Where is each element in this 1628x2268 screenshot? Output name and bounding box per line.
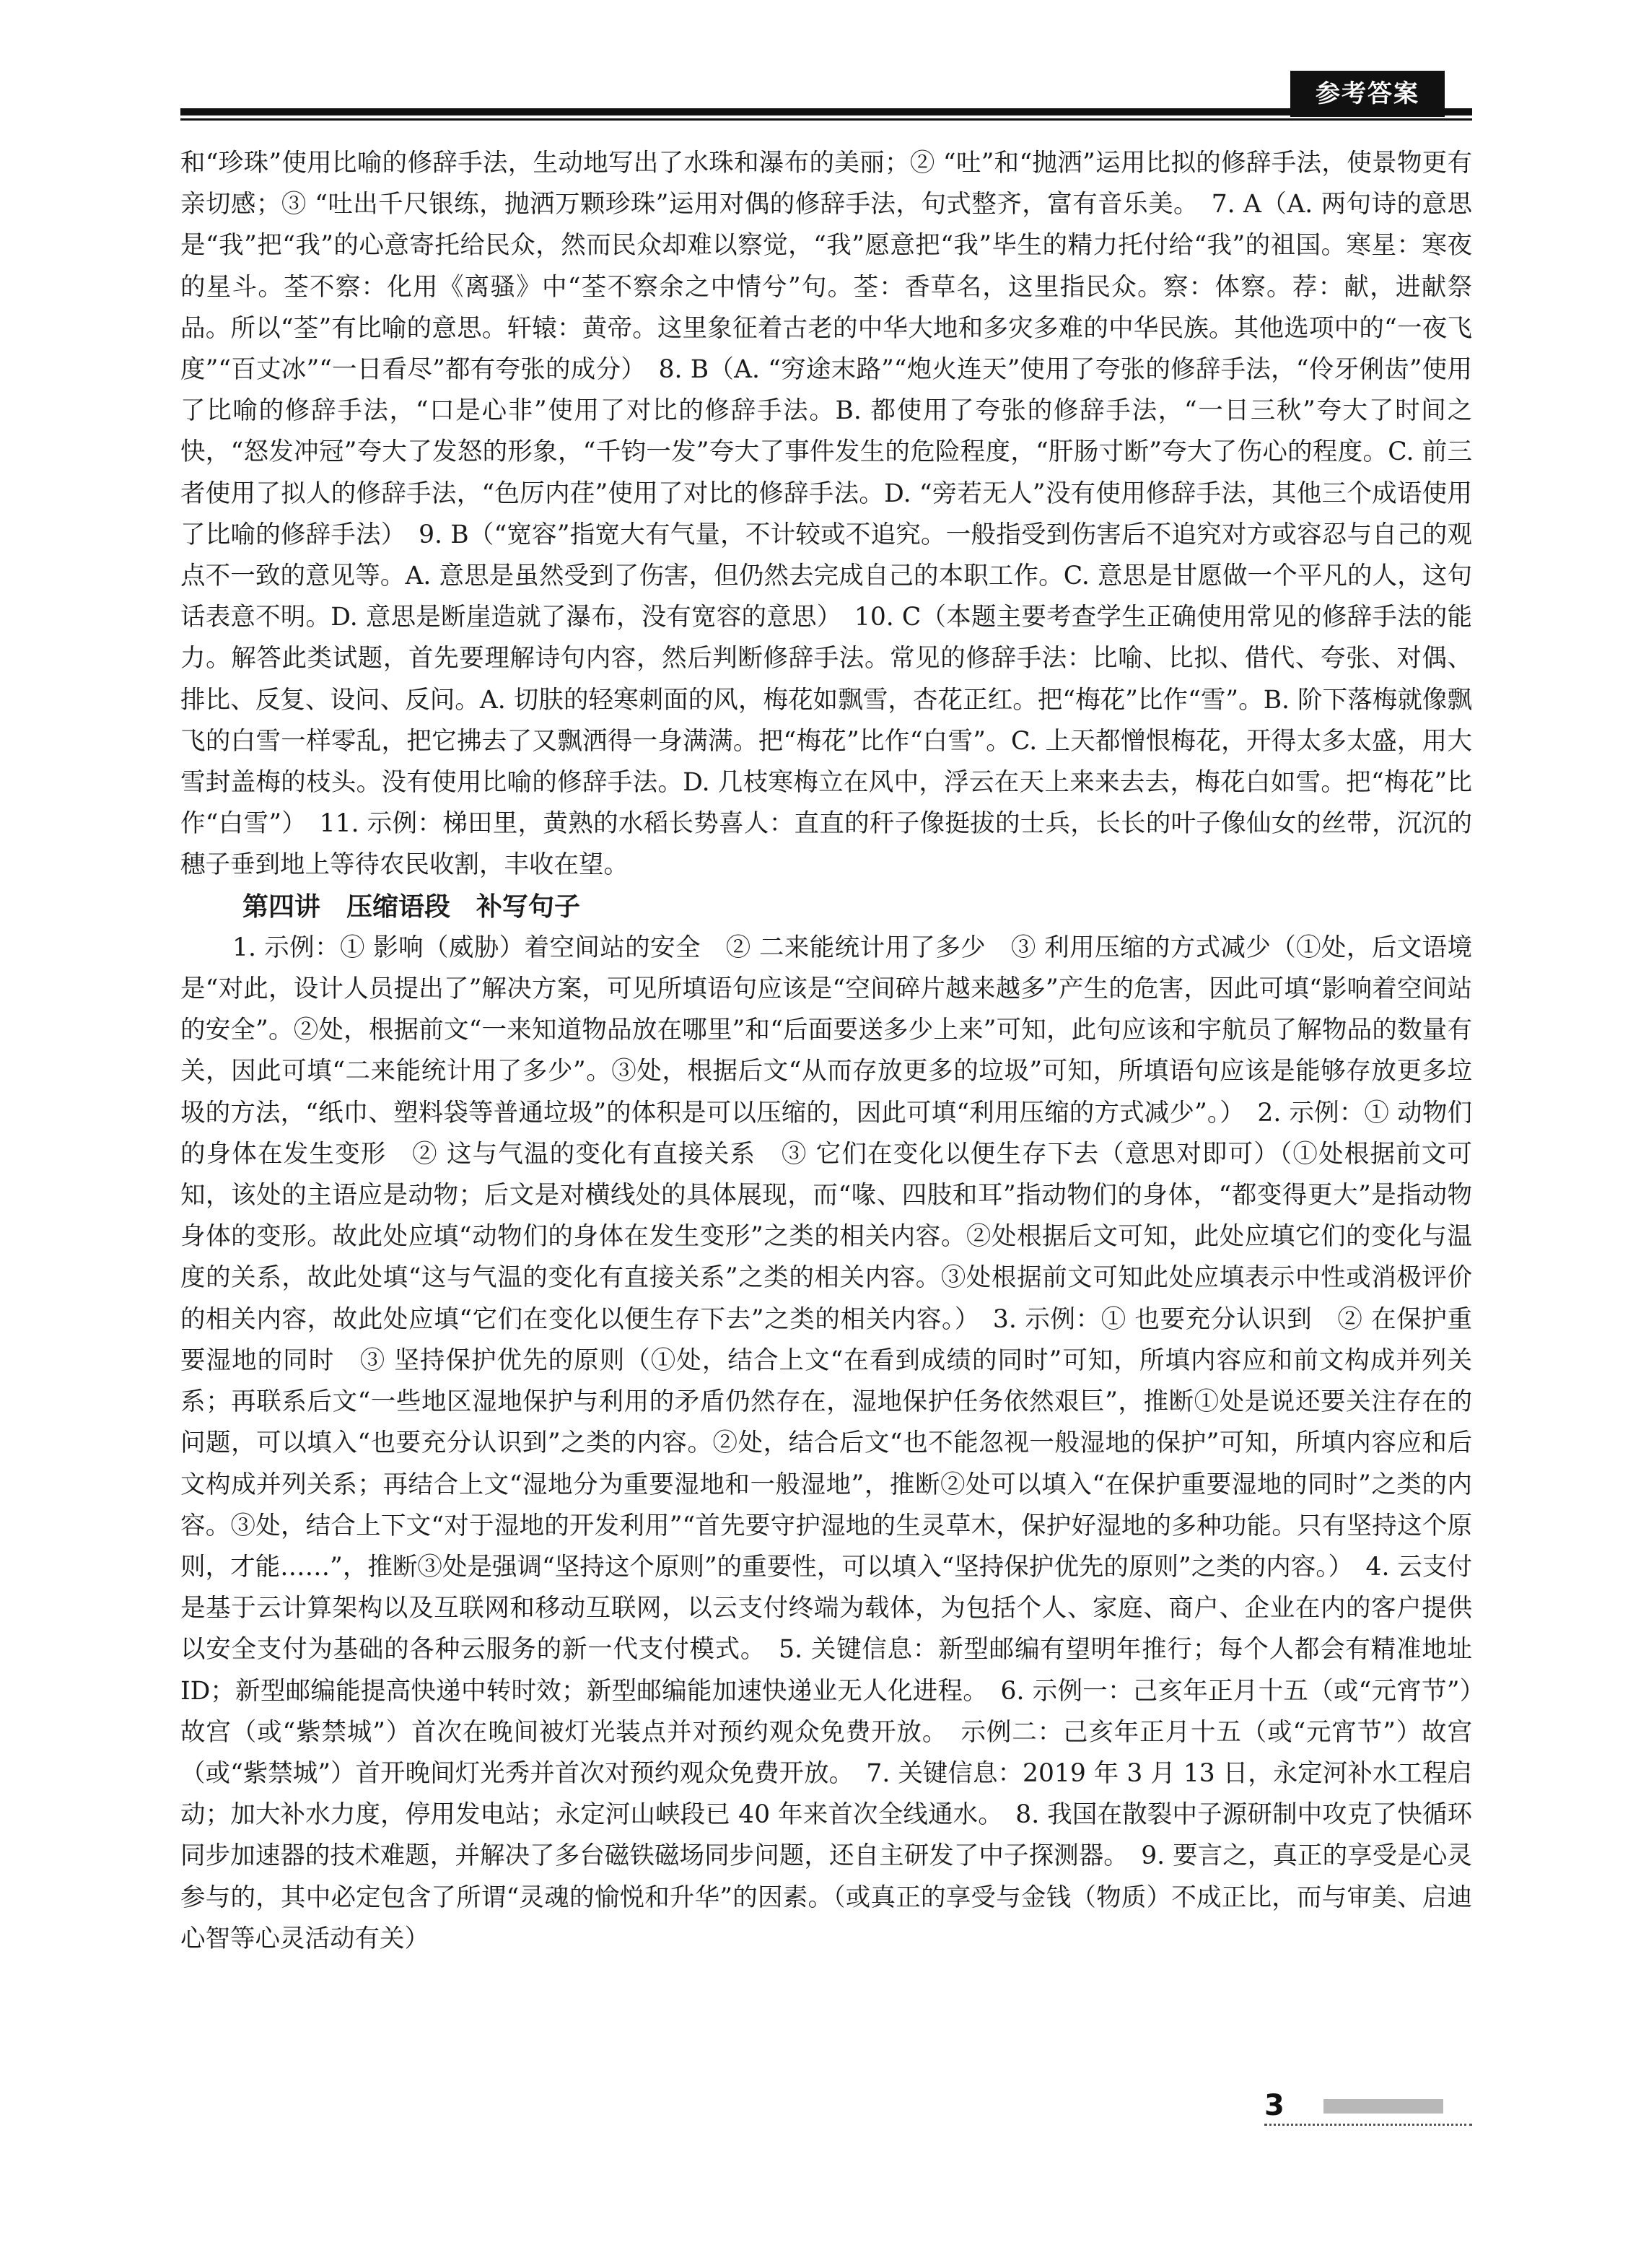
footer-dotted-rule (1264, 2124, 1472, 2126)
paragraph-lecture-4-answers: 1. 示例：① 影响（威胁）着空间站的安全 ② 二来能统计用了多少 ③ 利用压缩的方式减少（①处，后文语境是“对此，设计人员提出了”解决方案，可见所填语句应该是“空间碎片越来越多”产生的危害，因此可填“影响着空间站的安全”。②处，根据前文“一来知道物品放在哪里”和“后面要送多少上来”可知，此句应该和宇航员了解物品的数量有关，因此可填“二来能统计用了多少”。③处，根据后文“从而存放更多的垃圾”可知，所填语句应该是能够存放更多垃圾的方法，“纸巾、塑料袋等普通垃圾”的体积是可以压缩的，因此可填“利用压缩的方式减少”。） 2. 示例：① 动物们的身体在发生变形 ② 这与气温的变化有直接关系 ③ 它们在变化以便生存下去（意思对即可）（①处根据前文可知，该处的主语应是动物；后文是对横线处的具体展现，而“喙、四肢和耳”指动物们的身体，“都变得更大”是指动物身体的变形。故此处应填“动物们的身体在发生变形”之类的相关内容。②处根据后文可知，此处应填它们的变化与温度的关系，故此处填“这与气温的变化有直接关系”之类的相关内容。③处根据前文可知此处应填表示中性或消极评价的相关内容，故此处应填“它们在变化以便生存下去”之类的相关内容。） 3. 示例：① 也要充分认识到 ② 在保护重要湿地的同时 ③ 坚持保护优先的原则（①处，结合上文“在看到成绩的同时”可知，所填内容应和前文构成并列关系；再联系后文“一些地区湿地保护与利用的矛盾仍然存在，湿地保护任务依然艰巨”，推断①处是说还要关注存在的问题，可以填入“也要充分认识到”之类的内容。②处，结合后文“也不能忽视一般湿地的保护”可知，所填内容应和后文构成并列关系；再结合上文“湿地分为重要湿地和一般湿地”，推断②处可以填入“在保护重要湿地的同时”之类的内容。③处，结合上下文“对于湿地的开发利用”“首先要守护湿地的生灵草木，保护好湿地的多种功能。只有坚持这个原则，才能……”，推断③处是强调“坚持这个原则”的重要性，可以填入“坚持保护优先的原则”之类的内容。） 4. 云支付是基于云计算架构以及互联网和移动互联网，以云支付终端为载体，为包括个人、家庭、商户、企业在内的客户提供以安全支付为基础的各种云服务的新一代支付模式。 5. 关键信息：新型邮编有望明年推行；每个人都会有精准地址 ID；新型邮编能提高快递中转时效；新型邮编能加速快递业无人化进程。 6. 示例一：己亥年正月十五（或“元宵节”）故宫（或“紫禁城”）首次在晚间被灯光装点并对预约观众免费开放。 示例二：己亥年正月十五（或“元宵节”）故宫（或“紫禁城”）首开晚间灯光秀并首次对预约观众免费开放。 7. 关键信息：2019 年 3 月 13 日，永定河补水工程启动；加大补水力度，停用发电站；永定河山峡段已 40 年来首次全线通水。 8. 我国在散裂中子源研制中攻克了快循环同步加速器的技术难题，并解决了多台磁铁磁场同步问题，还自主研发了中子探测器。 9. 要言之，真正的享受是心灵参与的，其中必定包含了所谓“灵魂的愉悦和升华”的因素。（或真正的享受与金钱（物质）不成正比，而与审美、启迪心智等心灵活动有关） (180, 933, 1472, 1953)
header-answer-key-tag: 参考答案 (1290, 71, 1445, 117)
paragraph-continued-answers: 和“珍珠”使用比喻的修辞手法，生动地写出了水珠和瀑布的美丽；② “吐”和“抛洒”运用比拟的修辞手法，使景物更有亲切感；③ “吐出千尺银练，抛洒万颗珍珠”运用对偶的修辞手法，句式整齐，富有音乐美。 7. A（A. 两句诗的意思是“我”把“我”的心意寄托给民众，然而民众却难以察觉，“我”愿意把“我”毕生的精力托付给“我”的祖国。寒星：寒夜的星斗。荃不察：化用《离骚》中“荃不察余之中情兮”句。荃：香草名，这里指民众。察：体察。荐：献，进献祭品。所以“荃”有比喻的意思。轩辕：黄帝。这里象征着古老的中华大地和多灾多难的中华民族。其他选项中的“一夜飞度”“百丈冰”“一日看尽”都有夸张的成分） 8. B（A. “穷途末路”“炮火连天”使用了夸张的修辞手法，“伶牙俐齿”使用了比喻的修辞手法，“口是心非”使用了对比的修辞手法。B. 都使用了夸张的修辞手法，“一日三秋”夸大了时间之快，“怒发冲冠”夸大了发怒的形象，“千钧一发”夸大了事件发生的危险程度，“肝肠寸断”夸大了伤心的程度。C. 前三者使用了拟人的修辞手法，“色厉内荏”使用了对比的修辞手法。D. “旁若无人”没有使用修辞手法，其他三个成语使用了比喻的修辞手法） 9. B（“宽容”指宽大有气量，不计较或不追究。一般指受到伤害后不追究对方或容忍与自己的观点不一致的意见等。A. 意思是虽然受到了伤害，但仍然去完成自己的本职工作。C. 意思是甘愿做一个平凡的人，这句话表意不明。D. 意思是断崖造就了瀑布，没有宽容的意思） 10. C（本题主要考查学生正确使用常见的修辞手法的能力。解答此类试题，首先要理解诗句内容，然后判断修辞手法。常见的修辞手法：比喻、比拟、借代、夸张、对偶、排比、反复、设问、反问。A. 切肤的轻寒刺面的风，梅花如飘雪，杏花正红。把“梅花”比作“雪”。B. 阶下落梅就像飘飞的白雪一样零乱，把它拂去了又飘洒得一身满满。把“梅花”比作“白雪”。C. 上天都憎恨梅花，开得太多太盛，用大雪封盖梅的枝头。没有使用比喻的修辞手法。D. 几枝寒梅立在风中，浮云在天上来来去去，梅花白如雪。把“梅花”比作“白雪”） 11. 示例：梯田里，黄熟的水稻长势喜人：直直的秆子像挺拔的士兵，长长的叶子像仙女的丝带，沉沉的穗子垂到地上等待农民收割，丰收在望。 (180, 149, 1472, 880)
answer-content (180, 143, 1472, 1960)
page-number: 3 (1264, 2089, 1285, 2122)
section-heading-lecture-4: 第四讲 压缩语段 补写句子 (242, 891, 581, 922)
header-rule (180, 108, 1472, 115)
header-rule-thin (180, 118, 1472, 121)
footer-gray-bar (1323, 2099, 1443, 2114)
